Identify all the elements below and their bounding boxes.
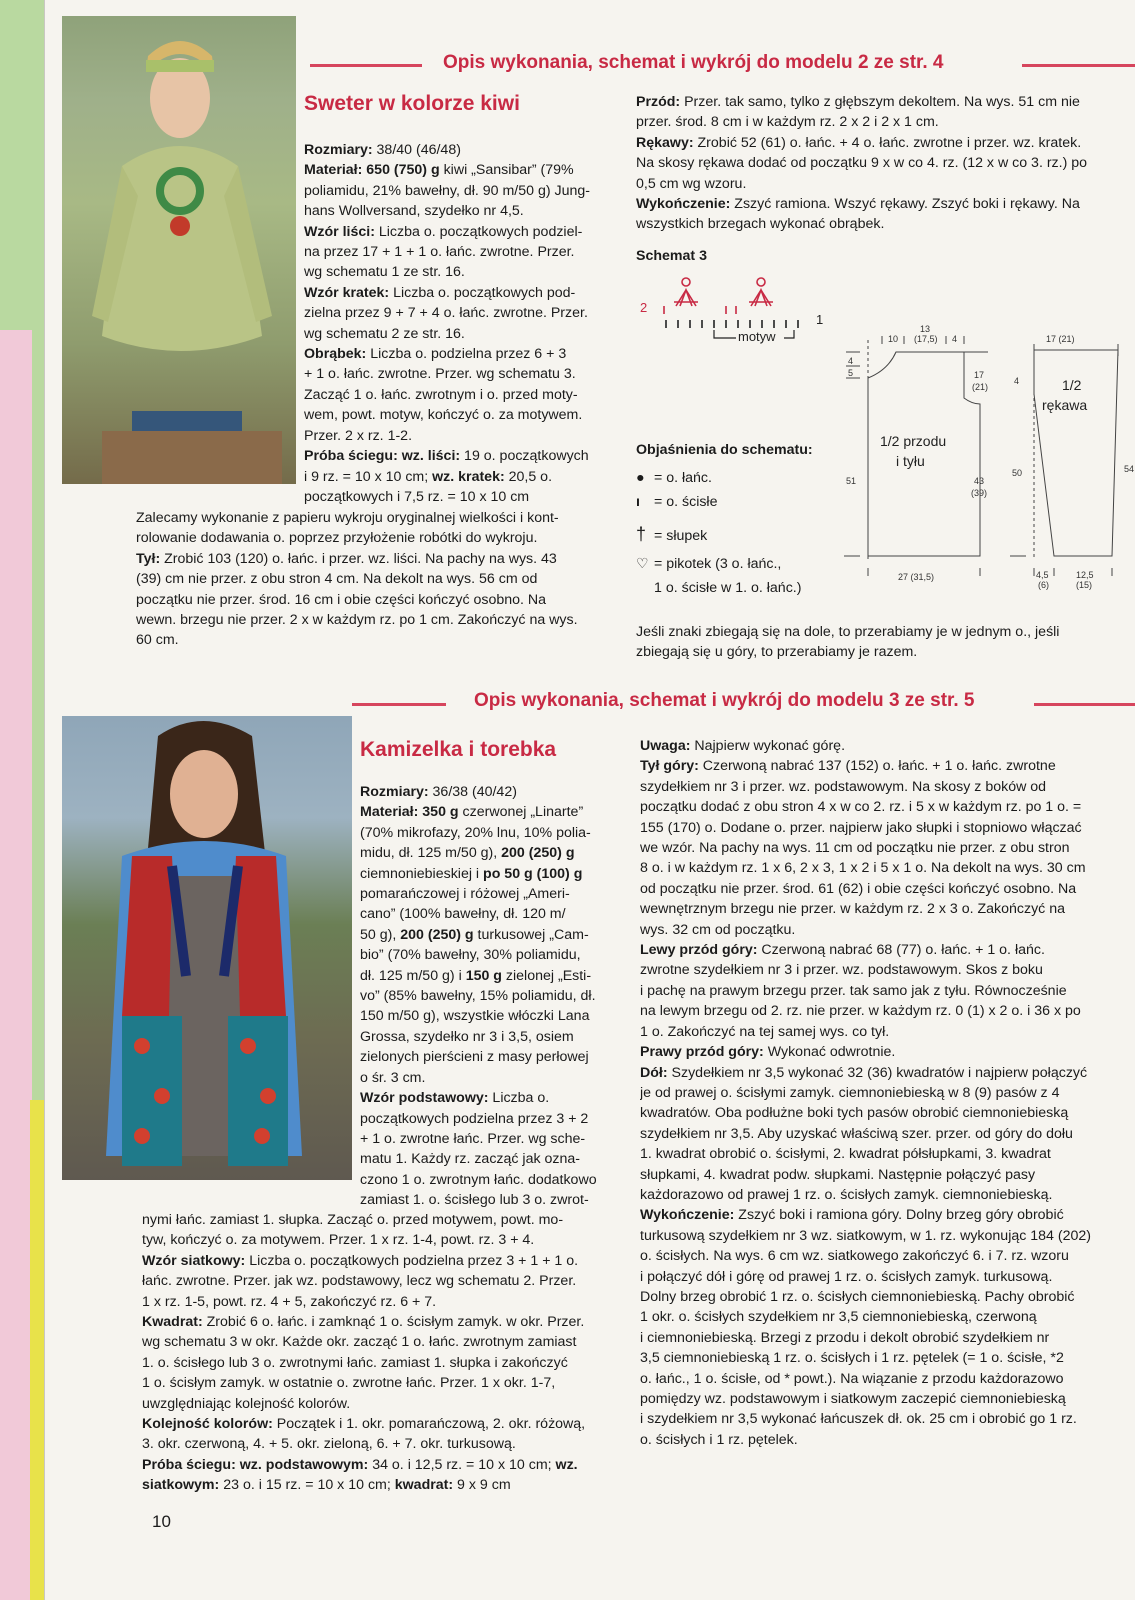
body-piece-label-2: i tyłu (896, 453, 925, 469)
dim-10: 10 (888, 334, 899, 344)
legend-item: ı = o. ścisłe (636, 494, 718, 510)
dim-sleeve-12-5: 12,5 (1076, 570, 1094, 580)
section1-right-column: Przód: Przer. tak samo, tylko z głębszym dekoltem. Na wys. 51 cm nie przer. środ. 8 cm i w każdym rz. 2 x 2 i 2 x 1 cm. Rękawy: Zrobić 52 (61) o. łańc. + 4 o. łańc. zwrotne i przer. wz. kratek. Na skosy rękawa dodać od początku 9 x w co 4. rz. (12 x w co 3. rz.) po 0,5 cm wg wzoru. Wykończenie: Zszyć ramiona. Wszyć rękawy. Zszyć boki i rękawy. Na wszystkich brzegach wykonać obrąbek. (636, 94, 1088, 233)
legend-list (636, 466, 836, 600)
scheme-row-1-label: 1 (816, 312, 824, 327)
section1-left-column: Rozmiary: 38/40 (46/48) Materiał: 650 (750) g kiwi „Sansibar” (79% poliamidu, 21% bawełny, dł. 90 m/50 g) Jung- hans Wollversand, szydełko nr 4,5. Wzór liści: Liczba o. początkowych podziel- na przez 17 + 1 + 1 o. łańc. zwrotne. Przer. wg schematu 1 ze str. 16. Wzór kratek: Liczba o. początkowych pod- zielna przez 9 + 7 + 4 o. łańc. zwrotne. Przer. wg schematu 2 ze str. 16. Obrąbek: Liczba o. podzielna przez 6 + 3 + 1 o. łańc. zwrotne. Przer. wg schematu 3. Zacząć 1 o. łańc. zwrotnym i o. przed moty- wem, powt. motyw, kończyć o. za motywem. Przer. 2 x rz. 1-2. Próba ściegu: wz. liści: 19 o. początkowych i 9 rz. = 10 x 10 cm; wz. kratek: 20,5 o. początkowych i 7,5 rz. = 10 x 10 cm (304, 140, 614, 507)
dim-5-side: 5 (848, 368, 854, 378)
scheme-title: Schemat 3 (636, 248, 707, 264)
heading-rule-right-2 (1034, 703, 1135, 706)
dim-21: (21) (972, 382, 989, 392)
legend-item: 1 o. ścisłe w 1. o. łańc.) (654, 580, 802, 596)
dim-sleeve-4-5: 4,5 (1036, 570, 1049, 580)
crochet-scheme-3 (636, 268, 836, 348)
legend-title: Objaśnienia do schematu: (636, 442, 813, 458)
dim-sleeve-54: 54 (1124, 464, 1135, 474)
dim-27: 27 (31,5) (898, 572, 935, 582)
section2-left-column: Rozmiary: 36/38 (40/42) Materiał: 350 g czerwonej „Linarte” (70% mikrofazy, 20% lnu, 10% polia- midu, dł. 125 m/50 g), 200 (250) g ciemnoniebieskiej i po 50 g (100) g pomarańczowej i różowej „Ameri- cano” (100% bawełny, dł. 120 m/ 50 g), 200 (250) g turkusowej „Cam- bio” (70% bawełny, 30% poliamidu, dł. 125 m/50 g) i 150 g zielonej „Esti- vo” (85% bawełny, 15% poliamidu, dł. 150 m/50 g), wszystkie włóczki Lana Grossa, szydełko nr 3 i 3,5, osiem zielonych pierścieni z masy perłowej o śr. 3 cm. Wzór podstawowy: Liczba o. początkowych podzielna przez 3 + 2 + 1 o. zwrotne łańc. Przer. wg sche- matu 1. Każdy rz. zacząć jak ozna- czono 1 o. zwrotnym łańc. dodatkowo zamiast 1. o. ścisłego lub 3 o. zwrot- (360, 784, 597, 1209)
dim-43: 43 (974, 476, 985, 486)
heading-rule-left (310, 64, 422, 67)
section2-full-width-text: nymi łańc. zamiast 1. słupka. Zacząć o. przed motywem, powt. mo- tyw, kończyć o. za motywem. Przer. 1 x rz. 1-4, powt. rz. 3 + 4. Wzór siatkowy: Liczba o. początkowych podzielna przez 3 + 1 + 1 o. łańc. zwrotne. Przer. jak wz. podstawowy, lecz wg schematu 2. Przer. 1 x rz. 1-5, powt. rz. 4 + 5, zakończyć rz. 6 + 7. Kwadrat: Zrobić 6 o. łańc. i zamknąć 1 o. ścisłym zamyk. w okr. Przer. wg schematu 3 w okr. Każde okr. zacząć 1 o. łańc. zwrotnym zamiast 1. o. ścisłego lub 3 o. zwrotnymi łańc. zamiast 1. słupka i zakończyć 1 o. ścisłym zamyk. w ostatnie o. zwrotne łańc. Przer. 1 x okr. 1-7, uwzględniając kolejność kolorów. Kolejność kolorów: Początek i 1. okr. pomarańczową, 2. okr. różową, 3. okr. czerwoną, 4. + 5. okr. zieloną, 6. + 7. okr. turkusową. Próba ściegu: wz. podstawowym: 34 o. i 12,5 rz. = 10 x 10 cm; wz. siatkowym: 23 o. i 15 rz. = 10 x 10 cm; kwadrat: 9 x 9 cm (142, 1212, 586, 1494)
scheme-footnote: Jeśli znaki zbiegają się na dole, to przerabiamy je w jednym o., jeśli zbiegają się u góry, to przerabiamy je razem. (636, 624, 1060, 661)
heading-rule-right (1022, 64, 1135, 67)
sleeve-piece-label-2: rękawa (1042, 397, 1088, 413)
dim-17-5: (17,5) (914, 334, 938, 344)
page-number: 10 (152, 1512, 171, 1531)
material-line: Materiał: 650 (750) g kiwi „Sansibar” (79% (304, 162, 574, 179)
sizes-line: Rozmiary: 38/40 (46/48) (304, 142, 461, 158)
legend-item: † = słupek (636, 524, 708, 544)
body-piece-label: 1/2 przodu (880, 433, 947, 449)
section2-heading: Opis wykonania, schemat i wykrój do modelu 3 ze str. 5 (474, 690, 975, 711)
dim-4-top: 4 (952, 334, 958, 344)
dim-sleeve-4: 4 (1014, 376, 1020, 386)
dim-sleeve-17-21: 17 (21) (1046, 334, 1075, 344)
dim-13: 13 (920, 324, 931, 334)
scheme-row-2-label: 2 (640, 300, 648, 315)
scheme-motif-label: motyw (738, 329, 776, 344)
pattern-schematic (840, 320, 1135, 592)
section1-full-width-text: Zalecamy wykonanie z papieru wykroju oryginalnej wielkości i kont- rolowanie dodawania o. poprzez przyłożenie robótki do wykroju. Tył: Zrobić 103 (120) o. łańc. i przer. wz. liści. Na pachy na wys. 43 (39) cm nie przer. z obu stron 4 cm. Na dekolt na wys. 56 cm od początku nie przer. środ. 16 cm i obie części kończyć osobno. Na wewn. brzegu nie przer. 2 x w każdym rz. po 1 cm. Zakończyć na wys. 60 cm. (136, 510, 578, 649)
dim-sleeve-6: (6) (1038, 580, 1049, 590)
left-edge-pink-strip (0, 330, 32, 1600)
section2-right-column: Uwaga: Najpierw wykonać górę. Tył góry: Czerwoną nabrać 137 (152) o. łańc. + 1 o. łańc. zwrotne szydełkiem nr 3 i przer. wz. podstawowym. Na skosy z boków od początku dodać z obu stron 4 x w co 2. rz. i 5 x w każdym rz. po 1 o. = 155 (170) o. Dodane o. przer. najpierw jako słupki i stopniowo włączać we wzór. Na pachy na wys. 11 cm od początku nie przer. z obu stron 8 o. i w każdym rz. 1 x 6, 2 x 3, 1 x 2 i 5 x 1 o. Na dekolt na wys. 30 cm od początku nie przer. środ. 61 (62) i obie części kończyć osobno. Na wewnętrznym brzegu nie przer. w każdym rz. 2 x 3 o. Zakończyć na wys. 32 cm od początku. Lewy przód góry: Czerwoną nabrać 68 (77) o. łańc. + 1 o. łańc. zwrotne szydełkiem nr 3 i przer. wz. podstawowym. Skos z boku i pachę na prawym brzegu przer. tak samo jak z tyłu. Równocześnie na lewym brzegu od 2. rz. nie przer. w każdym rz. 0 (1) x 2 o. i 36 x po 1 o. Zakończyć na tej samej wys. co tył. Prawy przód góry: Wykonać odwrotnie. Dół: Szydełkiem nr 3,5 wykonać 32 (36) kwadratów i najpierw połączyć je od prawej o. ścisłymi zamyk. ciemnoniebieską w 8 (9) pasów z 4 kwadratów. Oba podłużne boki tych pasów obrobić ciemnoniebieską szydełkiem nr 3,5. Aby uzyskać właściwą szer. przer. od góry do dołu 1. kwadrat obrobić o. ścisłymi, 2. kwadrat półsłupkami, 3. kwadrat słupkami, 4. kwadrat podw. słupkami. Następnie połączyć pasy każdorazowo od prawej 1 rz. o. ścisłych zamyk. ciemnoniebieską. Wykończenie: Zszyć boki i ramiona góry. Dolny brzeg góry obrobić turkusową szydełkiem nr 3 wz. siatkowym, w 1. rz. wykonując 184 (202) o. ścisłych. Na wys. 6 cm wz. siatkowego zakończyć 6. i 7. rz. wzoru i połączyć dół i górę od prawej 1 rz. o. ścisłych zamyk. turkusową. Dolny brzeg obrobić 1 rz. o. ścisłych ciemnoniebieską. Pachy obrobić 1 okr. o. ścisłych szydełkiem nr 3,5 ciemnoniebieską, czerwoną i ciemnoniebieską. Brzegi z przodu i dekolt obrobić szydełkiem nr 3,5 ciemnoniebieską 1 rz. o. ścisłych i 1 rz. pętelek (= 1 o. ścisłe, *2 o. łańc., 1 o. ścisłe, od * powt.). Na wiązanie z przodu każdorazowo pomiędzy wz. podstawowym i siatkowym zaczepić ciemnoniebieską i szydełkiem nr 3,5 wykonać łańcuszek dł. ok. 25 cm i obrobić go 1 rz. o. ścisłych i 1 rz. pętelek. (640, 738, 1092, 1448)
heading-rule-left-2 (352, 703, 446, 706)
section1-title: Sweter w kolorze kiwi (304, 92, 520, 115)
dim-sleeve-50: 50 (1012, 468, 1023, 478)
dim-sleeve-15: (15) (1076, 580, 1093, 590)
legend-item: ♡ = pikotek (3 o. łańc., (636, 556, 782, 572)
section2-title: Kamizelka i torebka (360, 738, 557, 761)
section1-heading: Opis wykonania, schemat i wykrój do modelu 2 ze str. 4 (443, 52, 944, 73)
dim-4-side: 4 (848, 356, 854, 366)
left-edge-yellow-strip (30, 1100, 44, 1600)
legend-item: ● = o. łańc. (636, 470, 712, 486)
photo-model-sweater (62, 16, 296, 484)
dim-39: (39) (971, 488, 988, 498)
page-binding-line (44, 0, 45, 1600)
sleeve-piece-label: 1/2 (1062, 377, 1082, 393)
dim-51: 51 (846, 476, 857, 486)
dim-17: 17 (974, 370, 985, 380)
photo-model-vest (62, 716, 352, 1180)
